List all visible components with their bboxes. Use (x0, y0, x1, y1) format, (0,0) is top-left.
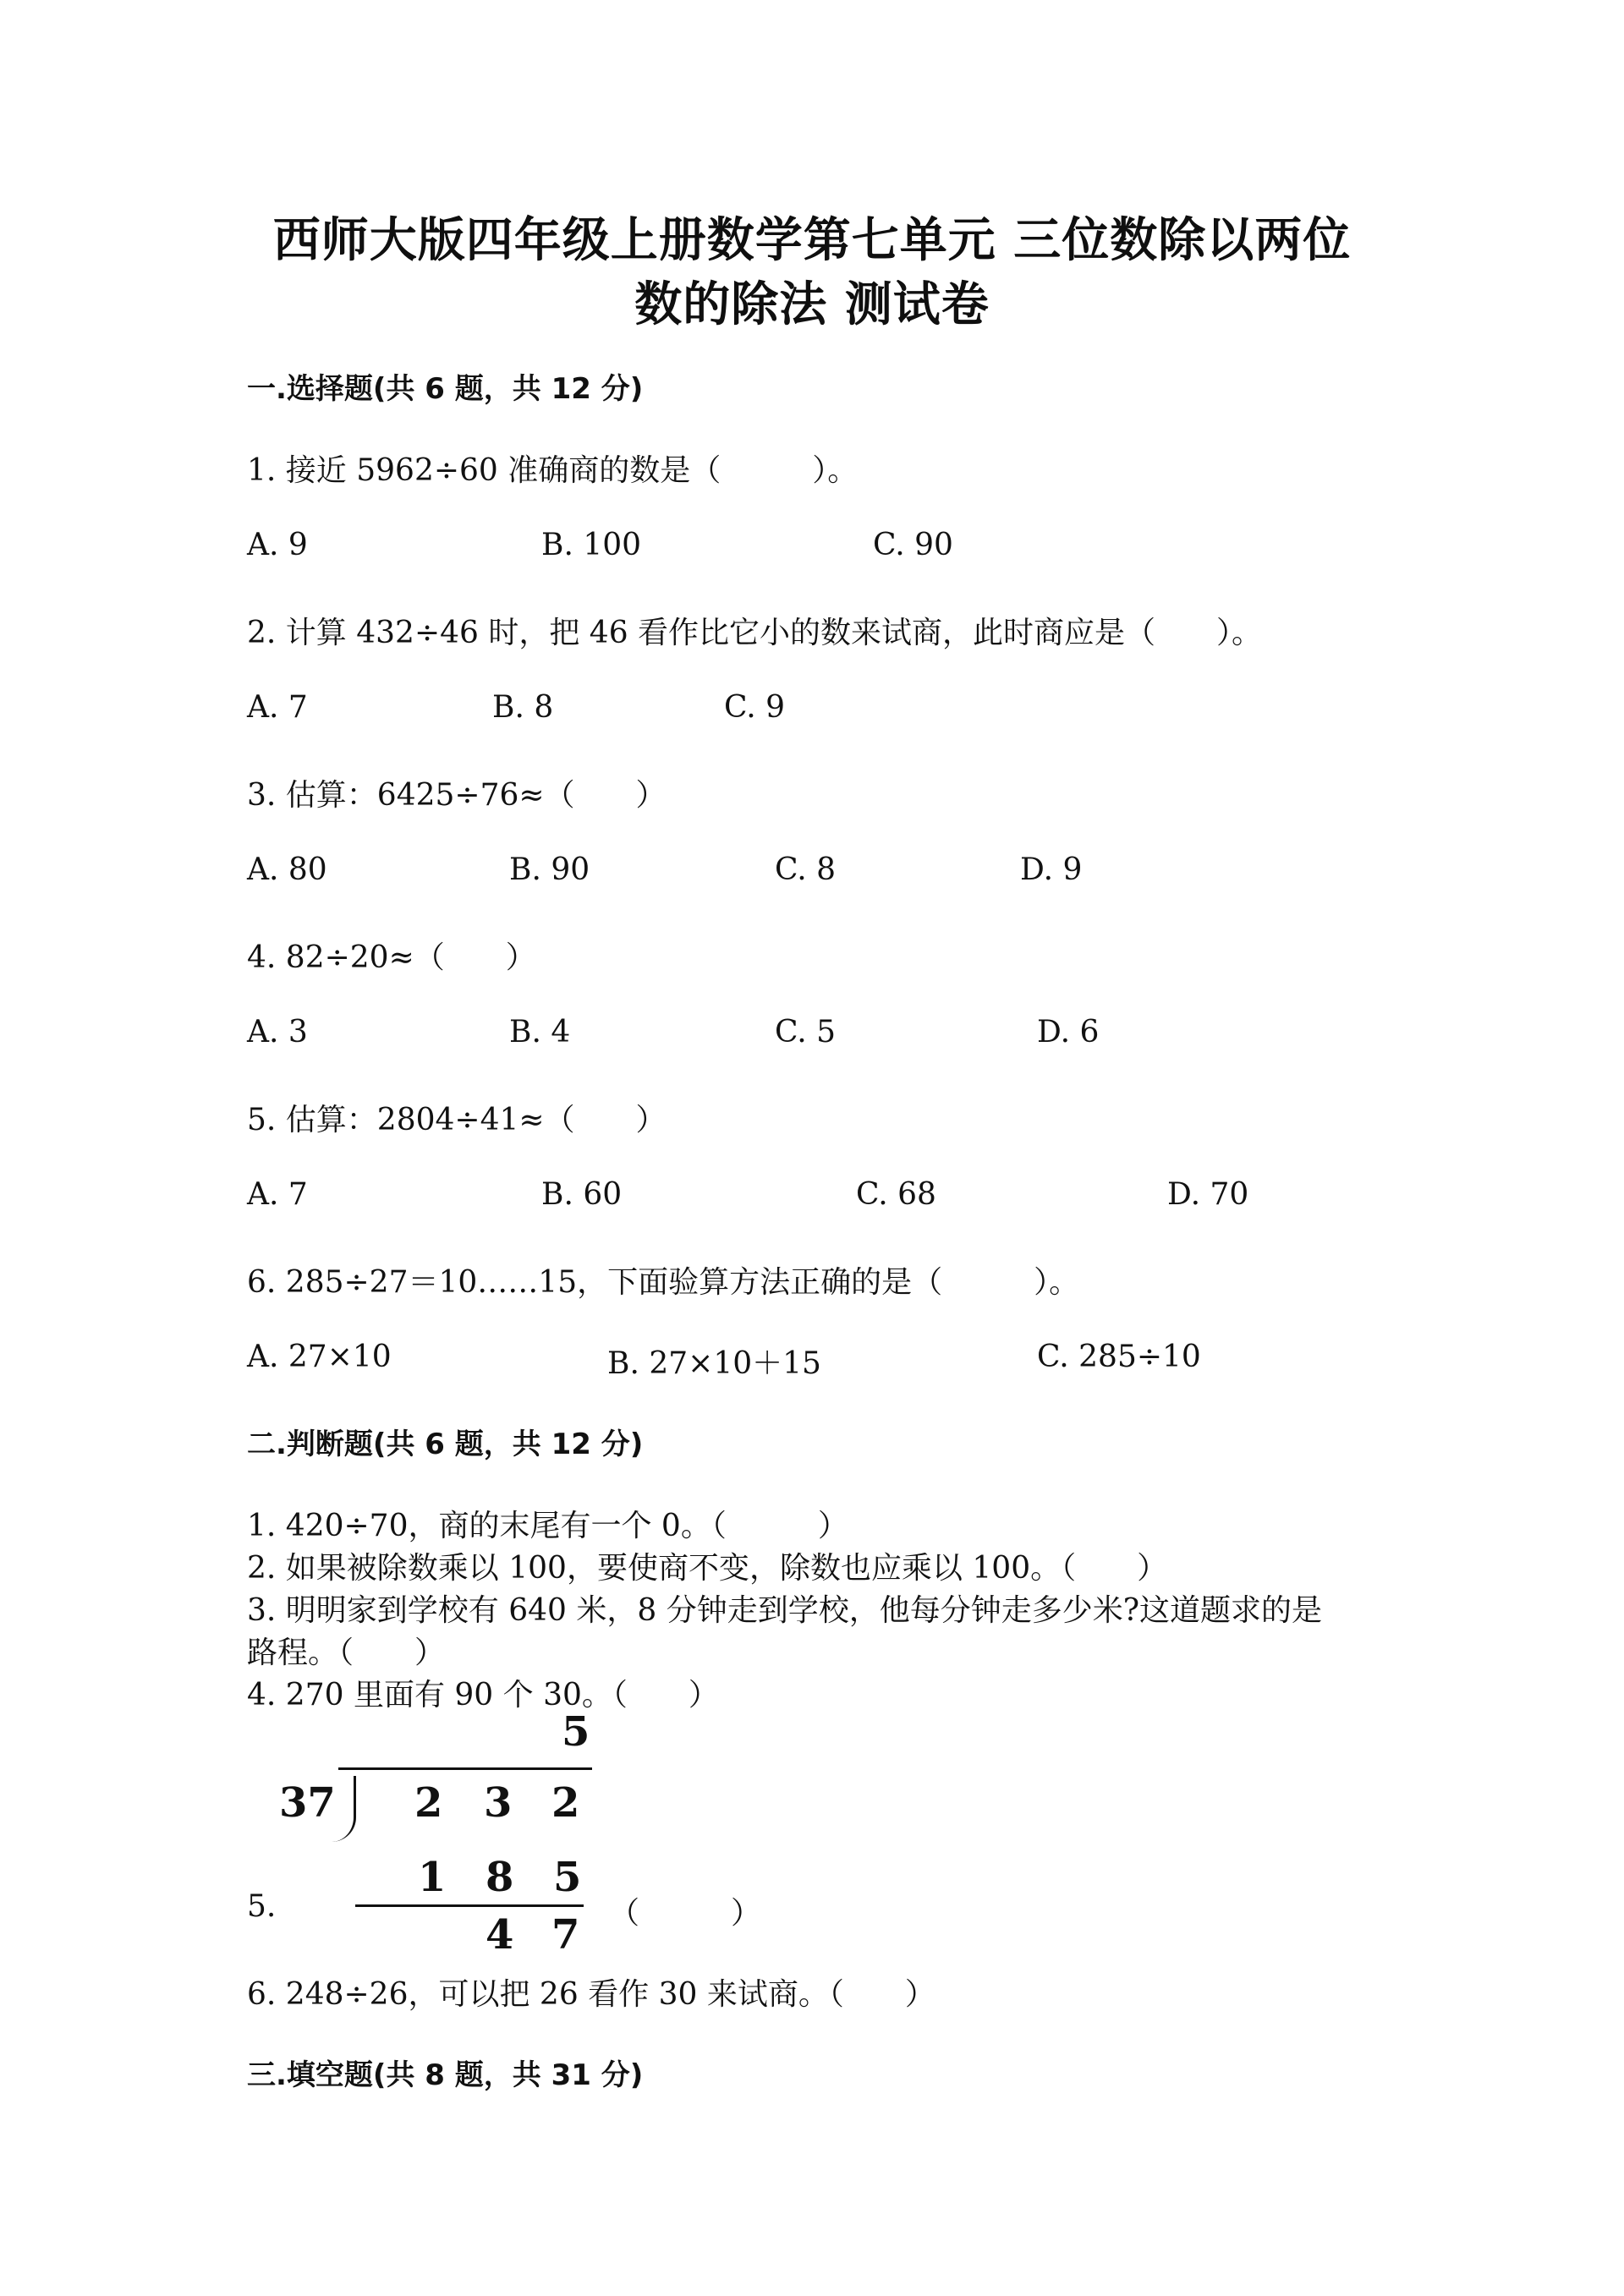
judgment-item-3-continued: 路程。（ ） (247, 1636, 446, 1670)
subtraction-line (355, 1904, 584, 1907)
section-heading-choice: 一.选择题(共 6 题，共 12 分) (247, 372, 644, 406)
choice-question-5: 5. 估算：2804÷41≈（ ） (247, 1103, 667, 1137)
long-division-figure (279, 1708, 617, 1970)
choice-option: A. 7 (247, 1177, 308, 1212)
choice-option: C. 285÷10 (1037, 1340, 1201, 1374)
choice-question-1: 1. 接近 5962÷60 准确商的数是（ ）。 (247, 453, 859, 488)
dividend-digit: 2 (414, 1779, 443, 1827)
judgment-item-4: 4. 270 里面有 90 个 30。（ ） (247, 1678, 719, 1712)
choice-option: A. 27×10 (247, 1340, 392, 1374)
choice-question-6: 6. 285÷27＝10……15，下面验算方法正确的是（ ）。 (247, 1265, 1080, 1300)
choice-option: A. 7 (247, 690, 308, 725)
judgment-item-3: 3. 明明家到学校有 640 米，8 分钟走到学校，他每分钟走多少米?这道题求的是 (247, 1593, 1323, 1628)
choice-option: C. 68 (856, 1177, 936, 1212)
dividend-digit: 2 (551, 1779, 580, 1827)
choice-option: D. 9 (1020, 852, 1083, 887)
judgment-item-1: 1. 420÷70，商的末尾有一个 0。（ ） (247, 1509, 848, 1543)
choice-option: A. 80 (247, 852, 327, 887)
section-heading-fill-in: 三.填空题(共 8 题，共 31 分) (247, 2058, 644, 2092)
title-line-2: 数的除法 测试卷 (634, 277, 990, 332)
choice-option: B. 4 (509, 1015, 571, 1049)
choice-option: B. 27×10＋15 (607, 1346, 821, 1381)
division-bar (338, 1767, 592, 1770)
division-divisor: 37 (279, 1779, 336, 1827)
product-digit: 1 (418, 1854, 447, 1901)
choice-question-3: 3. 估算：6425÷76≈（ ） (247, 778, 667, 813)
remainder-digit: 4 (486, 1911, 514, 1959)
choice-option: C. 9 (724, 690, 786, 725)
product-digit: 8 (486, 1854, 514, 1901)
dividend-digit: 3 (484, 1779, 513, 1827)
choice-question-4: 4. 82÷20≈（ ） (247, 940, 536, 975)
choice-option: C. 90 (873, 528, 953, 562)
judgment-item-5-answer: （ ） (609, 1896, 762, 1931)
choice-option: A. 3 (247, 1015, 308, 1049)
section-heading-judgment: 二.判断题(共 6 题，共 12 分) (247, 1427, 644, 1461)
choice-option: C. 8 (775, 852, 837, 887)
division-quotient: 5 (562, 1708, 590, 1756)
choice-option: A. 9 (247, 528, 308, 562)
judgment-item-2: 2. 如果被除数乘以 100，要使商不变，除数也应乘以 100。（ ） (247, 1551, 1168, 1586)
choice-option: B. 100 (541, 528, 642, 562)
choice-option: B. 60 (541, 1177, 623, 1212)
choice-option: D. 6 (1037, 1015, 1100, 1049)
choice-option: B. 90 (509, 852, 590, 887)
product-digit: 5 (553, 1854, 582, 1901)
choice-option: C. 5 (775, 1015, 837, 1049)
judgment-item-6: 6. 248÷26，可以把 26 看作 30 来试商。（ ） (247, 1977, 935, 2012)
remainder-digit: 7 (551, 1911, 580, 1959)
choice-option: D. 70 (1167, 1177, 1249, 1212)
choice-option: B. 8 (492, 690, 554, 725)
title-line-1: 西师大版四年级上册数学第七单元 三位数除以两位 (272, 213, 1352, 268)
judgment-item-5-number: 5. (247, 1889, 277, 1924)
choice-question-2: 2. 计算 432÷46 时，把 46 看作比它小的数来试商，此时商应是（ ）。 (247, 616, 1263, 650)
